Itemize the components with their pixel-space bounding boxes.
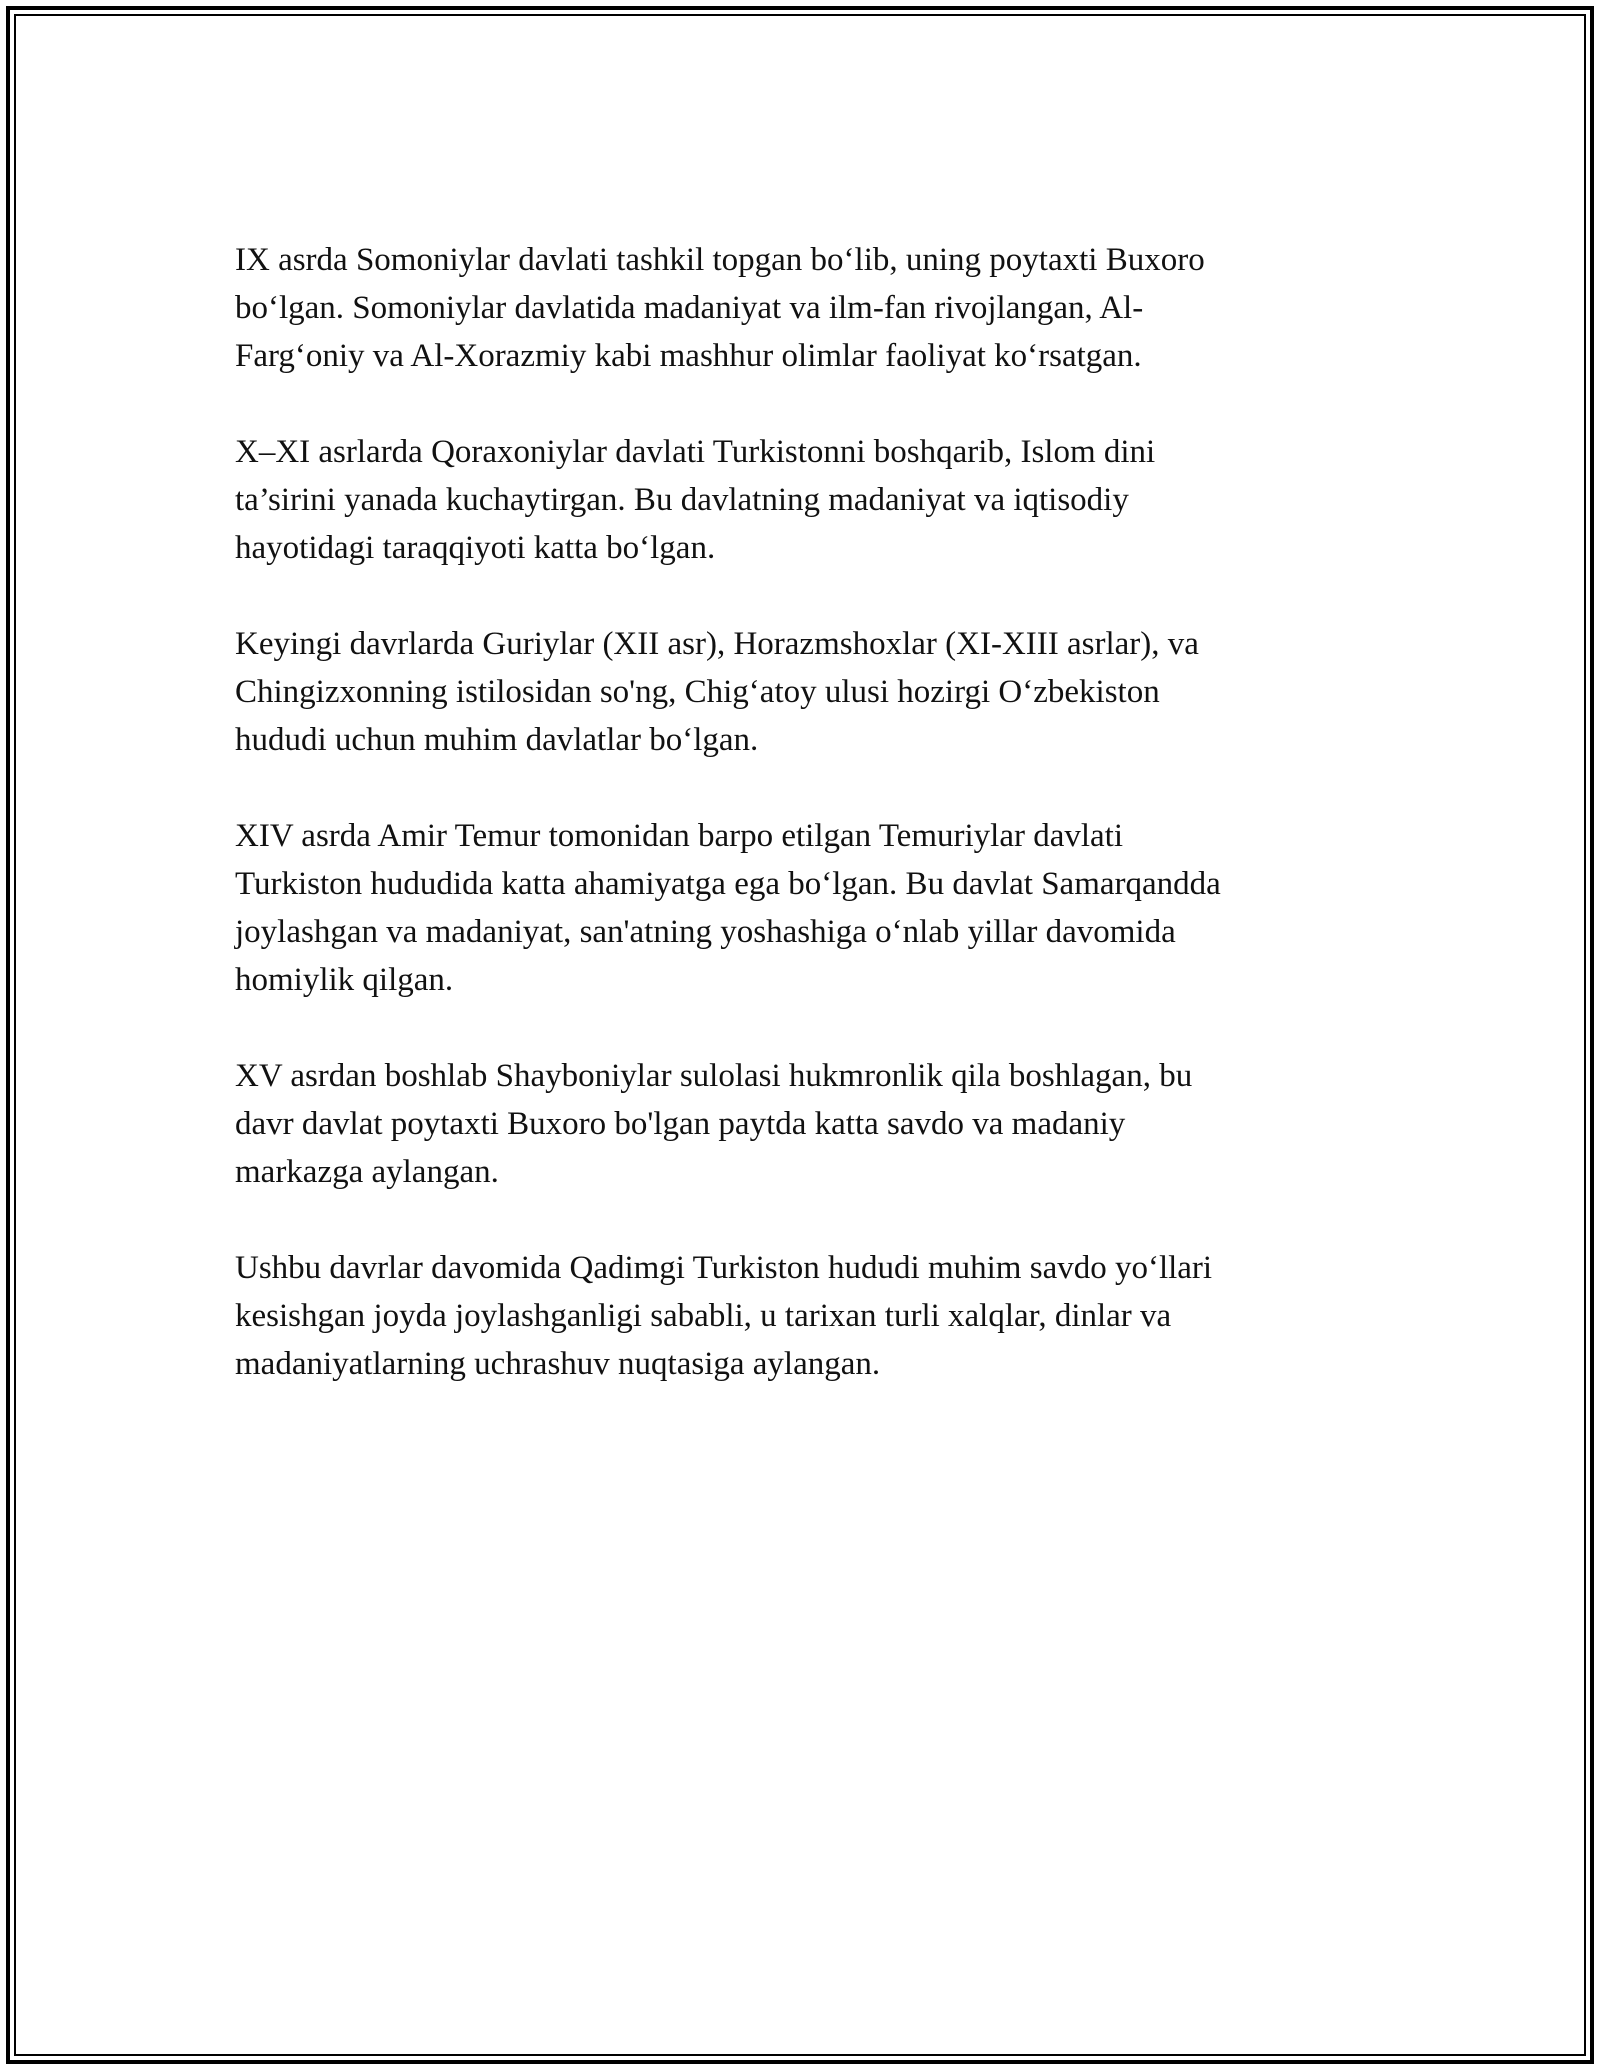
paragraph-line: hududi uchun muhim davlatlar bo‘lgan.	[235, 722, 759, 758]
paragraph-line: davr davlat poytaxti Buxoro bo'lgan paytda katta savdo va madaniy	[235, 1106, 1126, 1142]
paragraph-line: XIV asrda Amir Temur tomonidan barpo etilgan Temuriylar davlati	[235, 818, 1124, 854]
paragraph-line: X–XI asrlarda Qoraxoniylar davlati Turkistonni boshqarib, Islom dini	[235, 434, 1156, 470]
paragraph-line: markazga aylangan.	[235, 1154, 499, 1190]
paragraph-line: bo‘lgan. Somoniylar davlatida madaniyat va ilm-fan rivojlangan, Al-	[235, 290, 1144, 326]
paragraph-line: Farg‘oniy va Al-Xorazmiy kabi mashhur olimlar faoliyat ko‘rsatgan.	[235, 338, 1142, 374]
paragraph-3	[235, 620, 1365, 764]
paragraph-4	[235, 812, 1365, 1004]
paragraph-line: ta’sirini yanada kuchaytirgan. Bu davlatning madaniyat va iqtisodiy	[235, 482, 1129, 518]
paragraph-line: Turkiston hududida katta ahamiyatga ega bo‘lgan. Bu davlat Samarqandda	[235, 866, 1221, 902]
paragraph-line: kesishgan joyda joylashganligi sababli, u tarixan turli xalqlar, dinlar va	[235, 1298, 1172, 1334]
paragraph-line: joylashgan va madaniyat, san'atning yoshashiga o‘nlab yillar davomida	[235, 914, 1176, 950]
paragraph-1	[235, 236, 1365, 380]
document-body	[235, 236, 1365, 1436]
paragraph-line: homiylik qilgan.	[235, 962, 454, 998]
paragraph-line: madaniyatlarning uchrashuv nuqtasiga aylangan.	[235, 1346, 881, 1382]
paragraph-5	[235, 1052, 1365, 1196]
paragraph-2	[235, 428, 1365, 572]
paragraph-line: IX asrda Somoniylar davlati tashkil topgan bo‘lib, uning poytaxti Buxoro	[235, 242, 1205, 278]
paragraph-line: Keyingi davrlarda Guriylar (XII asr), Horazmshoxlar (XI-XIII asrlar), va	[235, 626, 1199, 662]
paragraph-6	[235, 1244, 1365, 1388]
paragraph-line: hayotidagi taraqqiyoti katta bo‘lgan.	[235, 530, 716, 566]
paragraph-line: Ushbu davrlar davomida Qadimgi Turkiston hududi muhim savdo yo‘llari	[235, 1250, 1213, 1286]
paragraph-line: Chingizxonning istilosidan so'ng, Chig‘atoy ulusi hozirgi O‘zbekiston	[235, 674, 1160, 710]
paragraph-line: XV asrdan boshlab Shayboniylar sulolasi hukmronlik qila boshlagan, bu	[235, 1058, 1193, 1094]
